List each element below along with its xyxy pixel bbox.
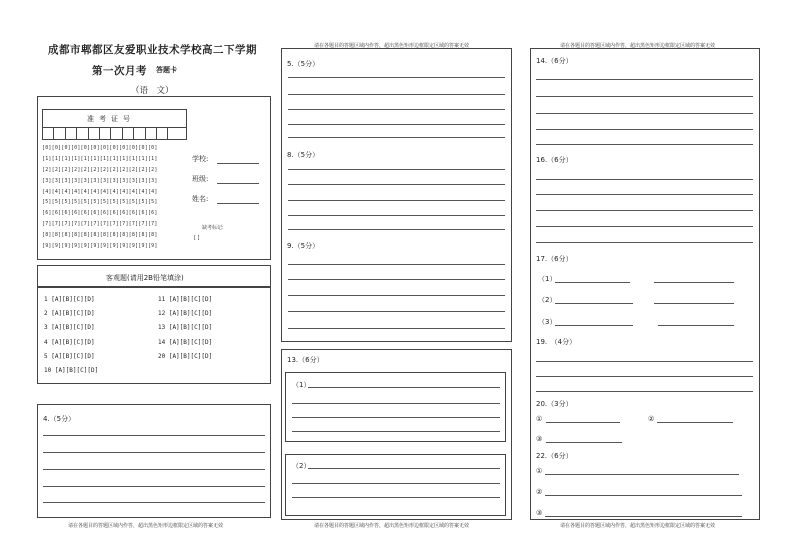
- column3-frame: [530, 48, 760, 520]
- answer-row[interactable]: 5 [A][B][C][D]: [44, 352, 95, 360]
- bubble-row: [7][7][7][7][7][7][7][7][7][7][7][7]: [42, 221, 158, 228]
- answer-row[interactable]: 11 [A][B][C][D]: [158, 296, 213, 303]
- absent-label: 缺考标记:: [202, 225, 224, 231]
- answer-line[interactable]: [43, 469, 265, 470]
- answer-row[interactable]: 10 [A][B][C][D]: [44, 366, 99, 374]
- q13-box: [281, 349, 512, 520]
- answer-line[interactable]: [555, 282, 630, 283]
- answer-line[interactable]: [288, 184, 505, 185]
- answer-line[interactable]: [308, 387, 500, 388]
- answer-line[interactable]: [536, 113, 753, 114]
- q14-label: 14.（6分）: [536, 57, 573, 65]
- bubble-row: [5][5][5][5][5][5][5][5][5][5][5][5]: [42, 199, 158, 206]
- q13-part1-box: [285, 372, 506, 442]
- answer-line[interactable]: [536, 96, 753, 97]
- subject: （语 文）: [131, 86, 174, 96]
- q20-c-label: ③: [536, 435, 543, 443]
- q22-label: 22.（6分）: [536, 452, 573, 460]
- q17-label: 17.（6分）: [536, 255, 573, 263]
- answer-line[interactable]: [536, 361, 753, 362]
- column2-frame: [281, 48, 512, 342]
- q13-part2-box: [285, 454, 506, 516]
- answer-line[interactable]: [288, 328, 505, 329]
- answer-line[interactable]: [545, 474, 739, 475]
- notice-bottom-2: 请在各题目的答题区域内作答，超出黑色矩形边框限定区域的答案无效: [314, 523, 470, 529]
- answer-line[interactable]: [43, 452, 265, 453]
- q16-label: 16.（6分）: [536, 156, 573, 164]
- q4-box: [37, 404, 271, 518]
- answer-line[interactable]: [288, 169, 505, 170]
- answer-line[interactable]: [43, 502, 265, 503]
- answer-line[interactable]: [288, 94, 505, 95]
- bubble-row: [8][8][8][8][8][8][8][8][8][8][8][8]: [42, 232, 158, 239]
- q17-part2-label: （2）: [538, 296, 557, 304]
- answer-line[interactable]: [292, 417, 500, 418]
- answer-line[interactable]: [536, 129, 753, 130]
- answer-line[interactable]: [545, 495, 742, 496]
- q17-part3-label: （3）: [538, 318, 557, 326]
- bubble-row: [3][3][3][3][3][3][3][3][3][3][3][3]: [42, 177, 158, 184]
- answer-line[interactable]: [536, 210, 753, 211]
- school-field[interactable]: [217, 163, 259, 164]
- answer-line[interactable]: [288, 229, 505, 230]
- answer-row[interactable]: 20 [A][B][C][D]: [158, 352, 213, 360]
- answer-line[interactable]: [292, 403, 500, 404]
- notice-top-3: 请在各题目的答题区域内作答，超出黑色矩形边框限定区域的答案无效: [560, 43, 716, 49]
- answer-line[interactable]: [292, 497, 500, 498]
- answer-line[interactable]: [654, 303, 734, 304]
- card-type: 答题卡: [156, 66, 177, 74]
- q4-label: 4.（5分）: [43, 415, 76, 423]
- school-label: 学校:: [192, 155, 209, 163]
- notice-bottom-3: 请在各题目的答题区域内作答，超出黑色矩形边框限定区域的答案无效: [560, 523, 716, 529]
- answer-line[interactable]: [288, 295, 505, 296]
- q13-part2-label: （2）: [292, 462, 311, 470]
- bubble-row: [9][9][9][9][9][9][9][9][9][9][9][9]: [42, 243, 158, 250]
- answer-line[interactable]: [288, 124, 505, 125]
- answer-line[interactable]: [536, 391, 753, 392]
- answer-line[interactable]: [288, 77, 505, 78]
- answer-line[interactable]: [536, 194, 753, 195]
- answer-line[interactable]: [555, 303, 633, 304]
- objective-heading-box: [37, 265, 271, 287]
- id-bubbles[interactable]: [42, 145, 158, 254]
- objective-answers: [37, 287, 271, 384]
- q22-c-label: ③: [536, 509, 543, 517]
- q19-label: 19. （4分）: [536, 338, 577, 346]
- bubble-row: [6][6][6][6][6][6][6][6][6][6][6][6]: [42, 210, 158, 217]
- answer-line[interactable]: [308, 468, 500, 469]
- objective-heading: 客观题(请用2B铅笔填涂): [106, 274, 184, 282]
- page-title: 成都市郫都区友爱职业技术学校高二下学期: [48, 44, 257, 56]
- answer-line[interactable]: [536, 242, 753, 243]
- q20-a-label: ①: [536, 415, 543, 423]
- bubble-row: [4][4][4][4][4][4][4][4][4][4][4][4]: [42, 188, 158, 195]
- notice-top-2: 请在各题目的答题区域内作答，超出黑色矩形边框限定区域的答案无效: [314, 43, 470, 49]
- answer-line[interactable]: [288, 109, 505, 110]
- answer-row[interactable]: 1 [A][B][C][D]: [44, 296, 95, 303]
- class-label: 班级:: [192, 175, 209, 183]
- answer-row[interactable]: 2 [A][B][C][D]: [44, 310, 95, 318]
- class-field[interactable]: [217, 183, 259, 184]
- answer-line[interactable]: [536, 179, 753, 180]
- answer-row[interactable]: 13 [A][B][C][D]: [158, 324, 213, 332]
- answer-line[interactable]: [288, 264, 505, 265]
- answer-line[interactable]: [288, 215, 505, 216]
- answer-row[interactable]: 3 [A][B][C][D]: [44, 324, 95, 332]
- answer-line[interactable]: [657, 422, 733, 423]
- bubble-row: [1][1][1][1][1][1][1][1][1][1][1][1]: [42, 155, 158, 162]
- id-heading: 准考证号: [87, 115, 135, 123]
- answer-line[interactable]: [546, 422, 620, 423]
- answer-line[interactable]: [288, 200, 505, 201]
- answer-row[interactable]: 12 [A][B][C][D]: [158, 310, 213, 318]
- q22-b-label: ②: [536, 488, 543, 496]
- answer-line[interactable]: [288, 279, 505, 280]
- answer-line[interactable]: [292, 483, 500, 484]
- answer-row[interactable]: 14 [A][B][C][D]: [158, 338, 213, 346]
- answer-line[interactable]: [288, 137, 505, 138]
- bubble-row: [0][0][0][0][0][0][0][0][0][0][0][0]: [42, 145, 158, 151]
- exam-name: 第一次月考: [92, 65, 147, 77]
- q8-label: 8.（5分）: [287, 151, 320, 159]
- name-field[interactable]: [217, 203, 259, 204]
- answer-line[interactable]: [546, 442, 622, 443]
- q22-a-label: ①: [536, 467, 543, 475]
- answer-row[interactable]: 4 [A][B][C][D]: [44, 338, 95, 346]
- absent-box[interactable]: [ ]: [194, 235, 200, 241]
- answer-line[interactable]: [43, 435, 265, 436]
- answer-line[interactable]: [654, 282, 734, 283]
- q13-part1-label: （1）: [292, 381, 311, 389]
- answer-line[interactable]: [658, 325, 734, 326]
- answer-line[interactable]: [555, 325, 633, 326]
- id-header-box: [42, 109, 187, 140]
- answer-line[interactable]: [545, 516, 742, 517]
- answer-line[interactable]: [292, 431, 500, 432]
- q20-b-label: ②: [648, 415, 655, 423]
- id-panel: [37, 96, 271, 260]
- q17-part1-label: （1）: [538, 275, 557, 283]
- name-label: 姓名:: [192, 195, 209, 203]
- id-digit-cells[interactable]: [43, 127, 180, 139]
- notice-bottom-1: 请在各题目的答题区域内作答，超出黑色矩形边框限定区域的答案无效: [68, 523, 224, 529]
- bubble-row: [2][2][2][2][2][2][2][2][2][2][2][2]: [42, 166, 158, 173]
- answer-line[interactable]: [536, 376, 753, 377]
- answer-line[interactable]: [536, 79, 753, 80]
- answer-line[interactable]: [43, 486, 265, 487]
- q9-label: 9.（5分）: [287, 242, 320, 250]
- q13-label: 13.（6分）: [287, 356, 324, 364]
- q5-label: 5.（5分）: [287, 60, 320, 68]
- answer-line[interactable]: [536, 144, 753, 145]
- answer-line[interactable]: [288, 311, 505, 312]
- answer-line[interactable]: [536, 226, 753, 227]
- q20-label: 20.（3分）: [536, 400, 573, 408]
